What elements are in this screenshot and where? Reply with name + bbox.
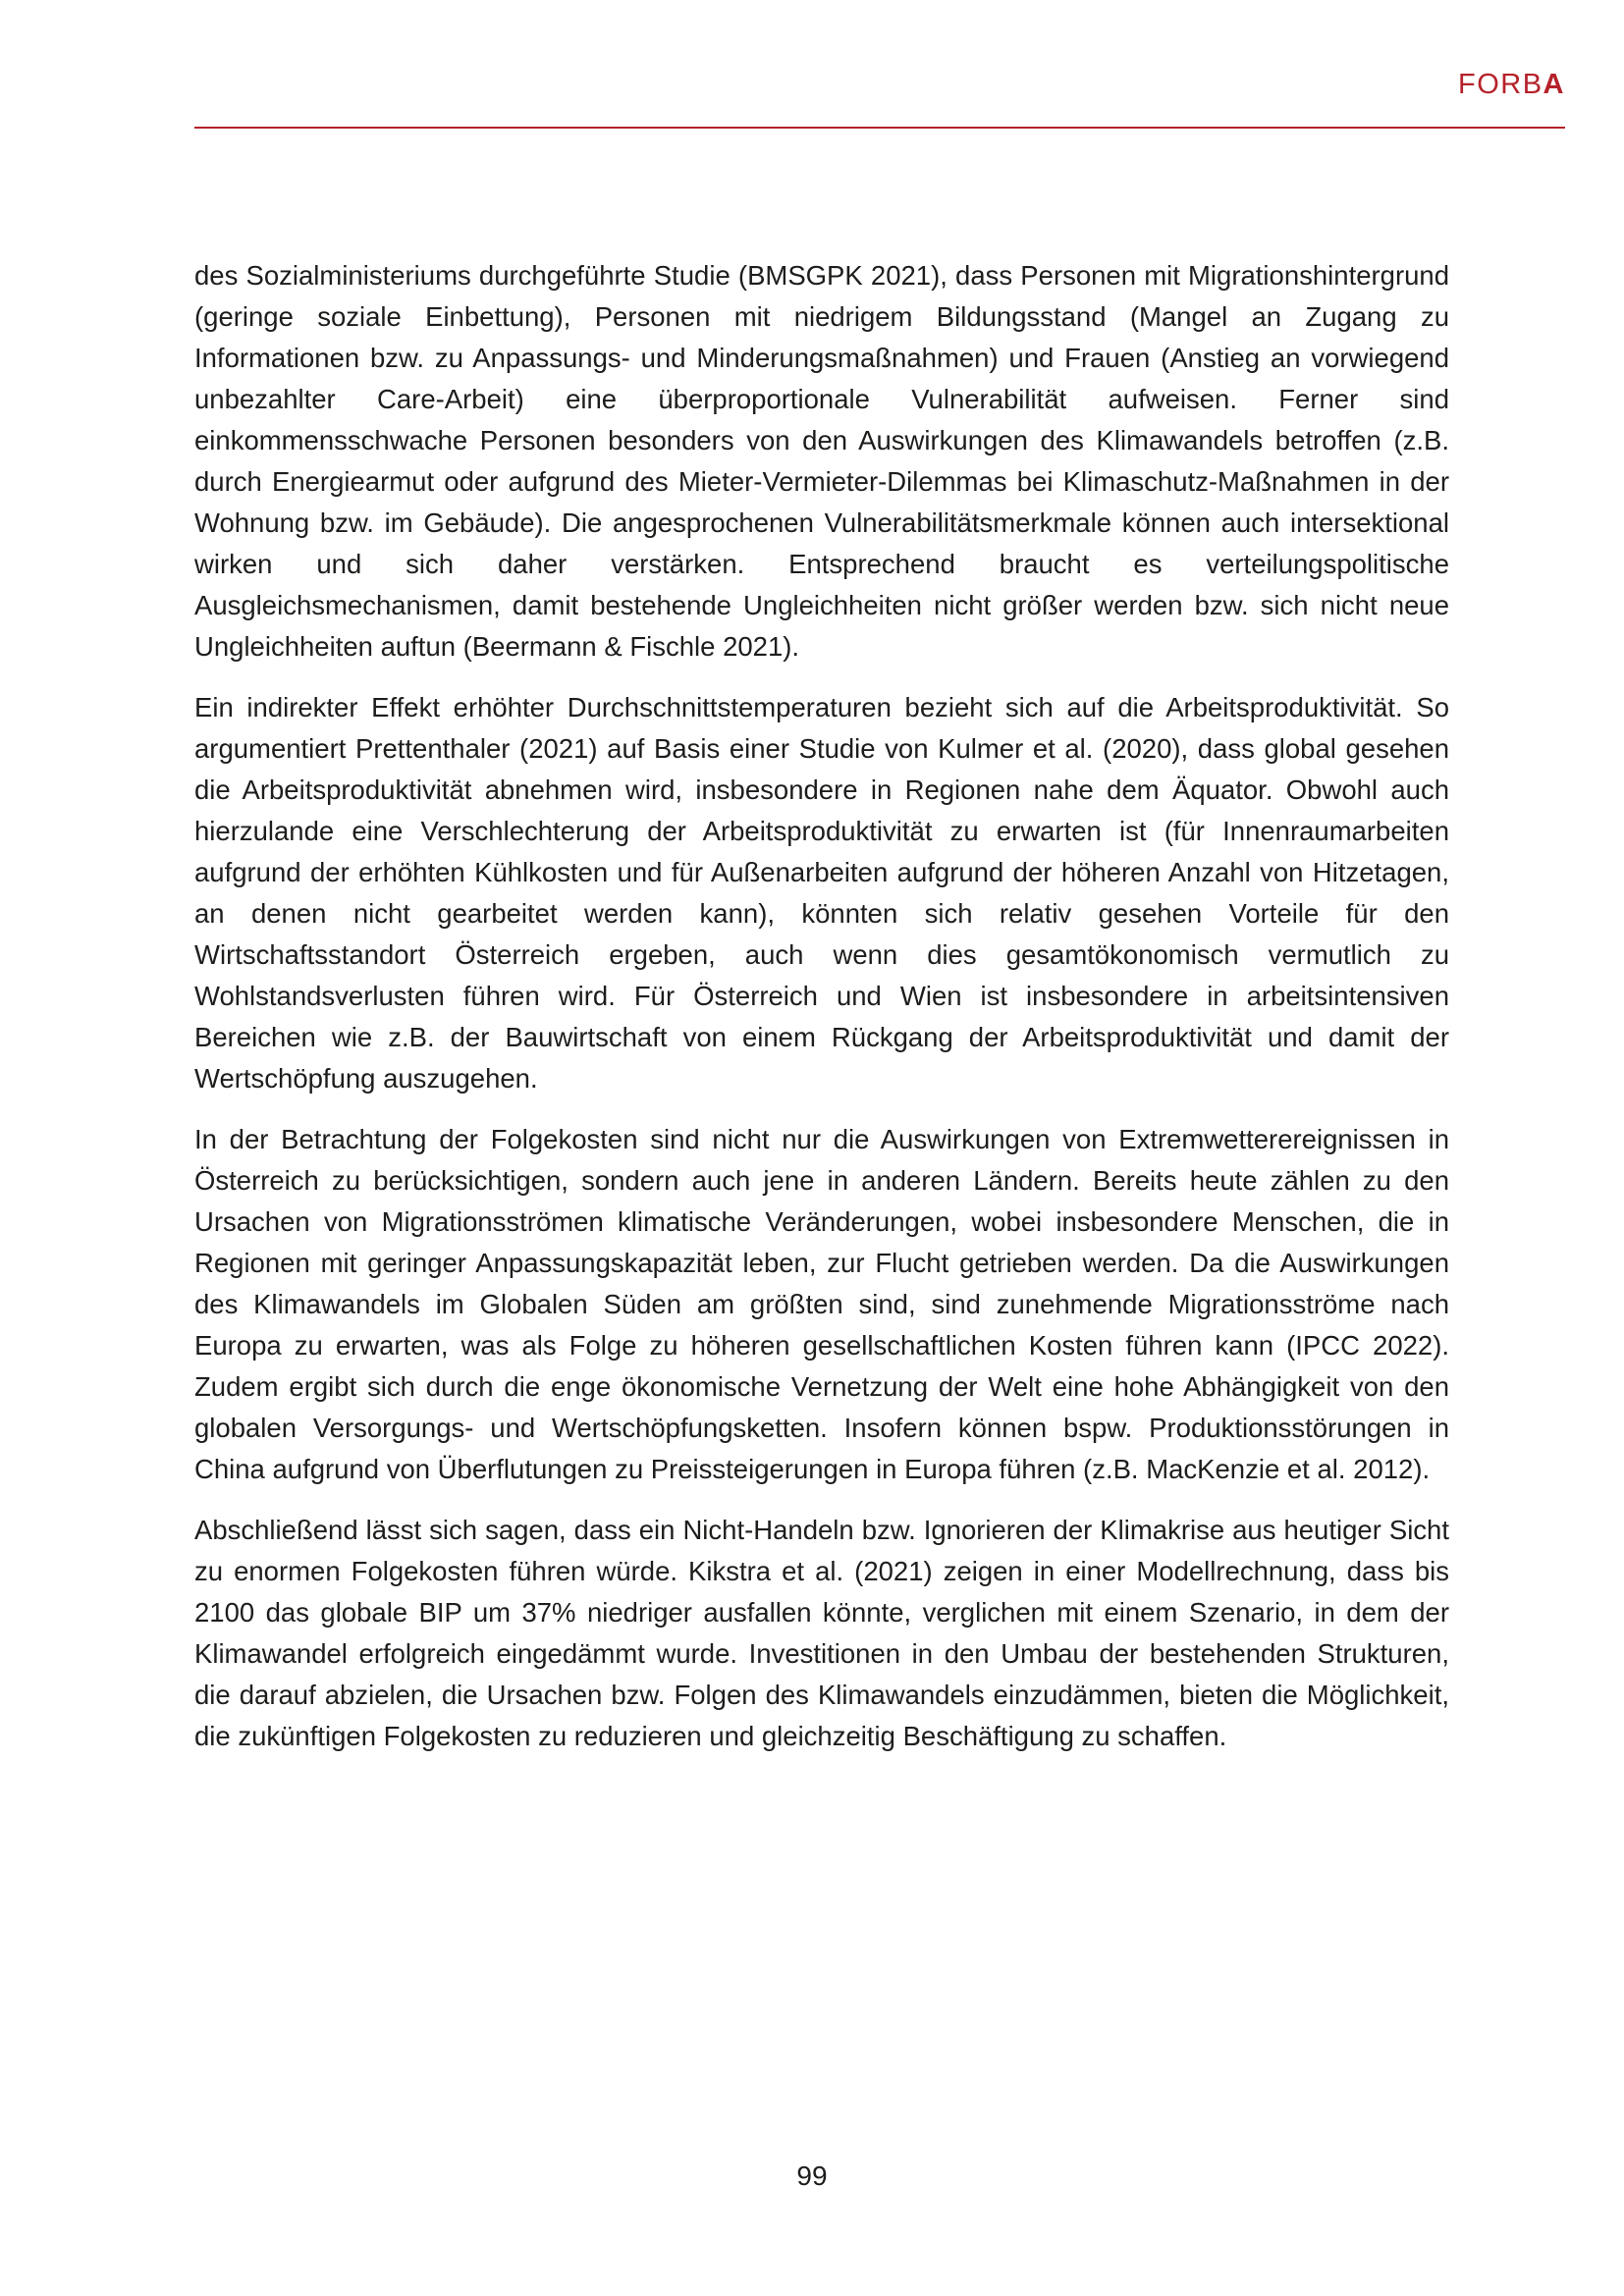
page-number: 99 <box>796 2161 828 2191</box>
header-divider <box>194 127 1565 129</box>
paragraph-productivity: Ein indirekter Effekt erhöhter Durchschnittstemperaturen bezieht sich auf die Arbeitsproduktivität. So argumentiert Prettenthaler (2021) auf Basis einer Studie von Kulmer et al. (2020), dass global gesehen die Arbeitsproduktivität abnehmen wird, insbesondere in Regionen nahe dem Äquator. Obwohl auch hierzulande eine Verschlechterung der Arbeitsproduktivität zu erwarten ist (für Innenraumarbeiten aufgrund der erhöhten Kühlkosten und für Außenarbeiten aufgrund der höheren Anzahl von Hitzetagen, an denen nicht gearbeitet werden kann), könnten sich relativ gesehen Vorteile für den Wirtschaftsstandort Österreich ergeben, auch wenn dies gesamtökonomisch vermutlich zu Wohlstandsverlusten führen wird. Für Österreich und Wien ist insbesondere in arbeitsintensiven Bereichen wie z.B. der Bauwirtschaft von einem Rückgang der Arbeitsproduktivität und damit der Wertschöpfung auszugehen. <box>194 692 1449 1094</box>
forba-logo <box>1458 71 1565 99</box>
paragraph-vulnerability: des Sozialministeriums durchgeführte Studie (BMSGPK 2021), dass Personen mit Migrationshintergrund (geringe soziale Einbettung), Personen mit niedrigem Bildungsstand (Mangel an Zugang zu Informationen bzw. zu Anpassungs- und Minderungsmaßnahmen) und Frauen (Anstieg an vorwiegend unbezahlter Care-Arbeit) eine überproportionale Vulnerabilität aufweisen. Ferner sind einkommensschwache Personen besonders von den Auswirkungen des Klimawandels betroffen (z.B. durch Energiearmut oder aufgrund des Mieter-Vermieter-Dilemmas bei Klimaschutz-Maßnahmen in der Wohnung bzw. im Gebäude). Die angesprochenen Vulnerabilitätsmerkmale können auch intersektional wirken und sich daher verstärken. Entsprechend braucht es verteilungspolitische Ausgleichsmechanismen, damit bestehende Ungleichheiten nicht größer werden bzw. sich nicht neue Ungleichheiten auftun (Beermann & Fischle 2021). <box>194 260 1449 662</box>
paragraph-follow-up-costs: In der Betrachtung der Folgekosten sind nicht nur die Auswirkungen von Extremwetterereignissen in Österreich zu berücksichtigen, sondern auch jene in anderen Ländern. Bereits heute zählen zu den Ursachen von Migrationsströmen klimatische Veränderungen, wobei insbesondere Menschen, die in Regionen mit geringer Anpassungskapazität leben, zur Flucht getrieben werden. Da die Auswirkungen des Klimawandels im Globalen Süden am größten sind, sind zunehmende Migrationsströme nach Europa zu erwarten, was als Folge zu höheren gesellschaftlichen Kosten führen kann (IPCC 2022). Zudem ergibt sich durch die enge ökonomische Vernetzung der Welt eine hohe Abhängigkeit von den globalen Versorgungs- und Wertschöpfungsketten. Insofern können bspw. Produktionsstörungen in China aufgrund von Überflutungen zu Preissteigerungen in Europa führen (z.B. MacKenzie et al. 2012). <box>194 1124 1449 1484</box>
logo-text-light: FORB <box>1457 69 1543 100</box>
paragraph-conclusion: Abschließend lässt sich sagen, dass ein Nicht-Handeln bzw. Ignorieren der Klimakrise aus heutiger Sicht zu enormen Folgekosten führen würde. Kikstra et al. (2021) zeigen in einer Modellrechnung, dass bis 2100 das globale BIP um 37% niedriger ausfallen könnte, verglichen mit einem Szenario, in dem der Klimawandel erfolgreich eingedämmt wurde. Investitionen in den Umbau der bestehenden Strukturen, die darauf abzielen, die Ursachen bzw. Folgen des Klimawandels einzudämmen, bieten die Möglichkeit, die zukünftigen Folgekosten zu reduzieren und gleichzeitig Beschäftigung zu schaffen. <box>194 1515 1449 1751</box>
body-text <box>194 255 1449 1777</box>
logo-text-bold: A <box>1543 69 1565 100</box>
